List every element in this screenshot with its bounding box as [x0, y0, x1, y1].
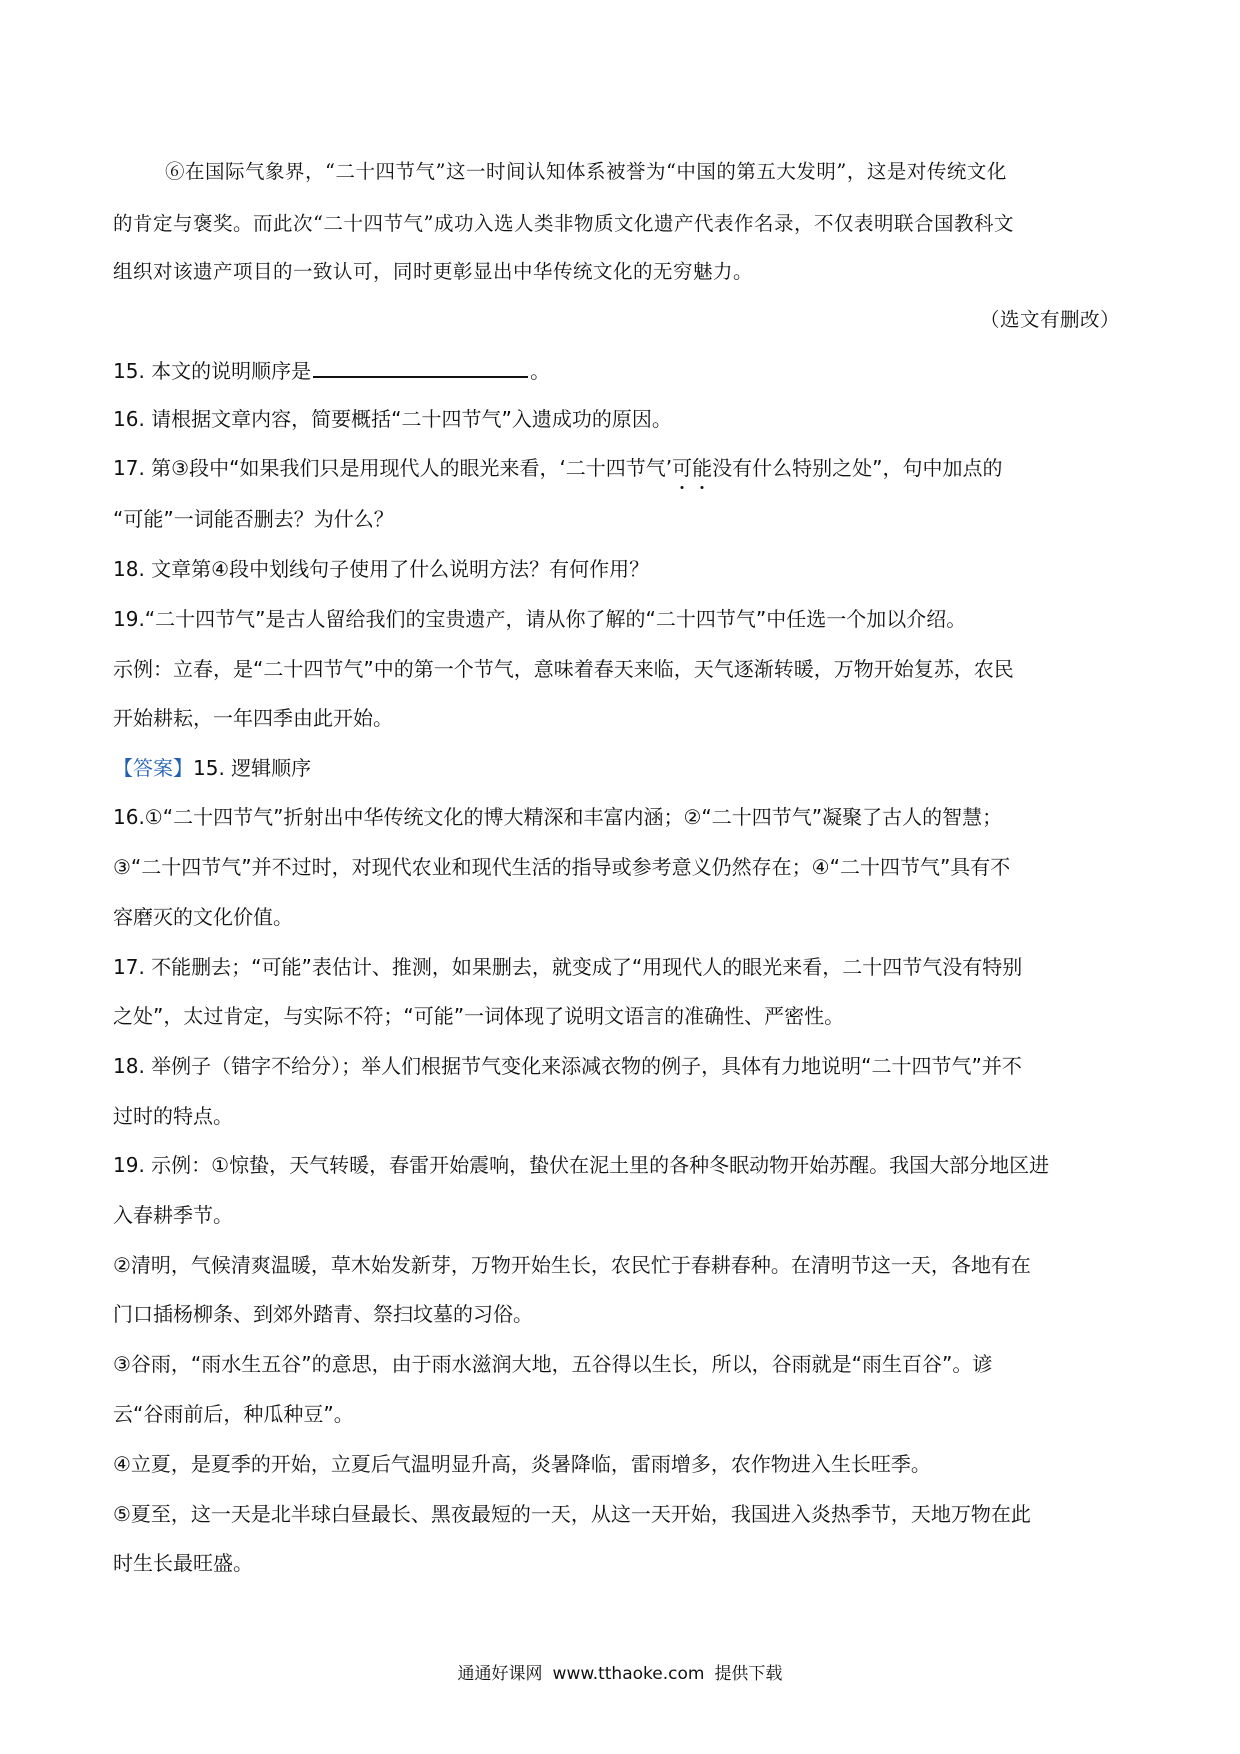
answer-17-line2: 之处”，太过肯定，与实际不符；“可能”一词体现了说明文语言的准确性、严密性。 [113, 1004, 845, 1028]
emphasis-dot-char: 可 [672, 456, 693, 480]
answer-15-text: 15. 逻辑顺序 [193, 756, 312, 780]
question-17-line2: “可能”一词能否删去？为什么？ [113, 507, 394, 531]
footer-download-text: 提供下载 [714, 1664, 783, 1684]
answer-16-line1: 16.①“二十四节气”折射出中华传统文化的博大精深和丰富内涵；②“二十四节气”凝聚了古人的智慧； [113, 805, 1003, 829]
question-17-text-after: 没有什么特别之处”，句中加点的 [712, 456, 1003, 480]
question-15 [113, 356, 1133, 385]
question-17-line1 [113, 454, 1133, 482]
footer-site-name: 通通好课网 [457, 1664, 543, 1684]
footer-url-link[interactable]: www.tthaoke.com [552, 1664, 705, 1684]
answer-17-line1: 17. 不能删去；“可能”表估计、推测，如果删去，就变成了“用现代人的眼光来看，二十四节气没有特别 [113, 955, 1023, 979]
source-note: （选文有删改） [979, 308, 1120, 331]
answer-19-guyu-line2: 云“谷雨前后，种瓜种豆”。 [113, 1402, 354, 1426]
question-16: 16. 请根据文章内容，简要概括“二十四节气”入遗成功的原因。 [113, 407, 672, 431]
answer-blank [313, 356, 528, 378]
answer-18-line2: 过时的特点。 [113, 1104, 233, 1128]
answer-19-xiazhi-line1: ⑤夏至，这一天是北半球白昼最长、黑夜最短的一天，从这一天开始，我国进入炎热季节，天地万物在此 [113, 1502, 1031, 1526]
answer-tag: 【答案】 [113, 756, 193, 780]
example-line1: 示例：立春，是“二十四节气”中的第一个节气，意味着春天来临，天气逐渐转暖，万物开始复苏，农民 [113, 657, 1014, 681]
emphasis-dot-char: 能 [692, 456, 713, 480]
answer-16-line3: 容磨灭的文化价值。 [113, 905, 293, 929]
page-footer [0, 1662, 1240, 1686]
passage-p6-line2: 的肯定与褒奖。而此次“二十四节气”成功入选人类非物质文化遗产代表作名录，不仅表明联合国教科文 [113, 212, 1014, 235]
answer-18-line1: 18. 举例子（错字不给分）；举人们根据节气变化来添减衣物的例子，具体有力地说明“二十四节气”并不 [113, 1054, 1022, 1078]
example-line2: 开始耕耘，一年四季由此开始。 [113, 706, 393, 730]
question-19: 19.“二十四节气”是古人留给我们的宝贵遗产，请从你了解的“二十四节气”中任选一个加以介绍。 [113, 607, 967, 631]
answer-19-qingming-line1: ②清明，气候清爽温暖，草木始发新芽，万物开始生长，农民忙于春耕春种。在清明节这一天，各地有在 [113, 1253, 1031, 1277]
passage-p6-line1: ⑥在国际气象界，“二十四节气”这一时间认知体系被誉为“中国的第五大发明”，这是对传统文化 [165, 160, 1007, 183]
question-15-suffix: 。 [530, 359, 551, 383]
passage-p6-line3: 组织对该遗产项目的一致认可，同时更彰显出中华传统文化的无穷魅力。 [113, 260, 754, 283]
answer-19-qingming-line2: 门口插杨柳条、到郊外踏青、祭扫坟墓的习俗。 [113, 1302, 533, 1326]
answer-19-line1: 19. 示例：①惊蛰，天气转暖，春雷开始震响，蛰伏在泥土里的各种冬眠动物开始苏醒。我国大部分地区进 [113, 1153, 1050, 1177]
question-18: 18. 文章第④段中划线句子使用了什么说明方法？有何作用？ [113, 557, 650, 581]
question-17-text-before: 17. 第③段中“如果我们只是用现代人的眼光来看，‘二十四节气’ [113, 456, 673, 480]
answer-15 [113, 754, 1133, 782]
question-15-prefix: 15. 本文的说明顺序是 [113, 359, 312, 383]
answer-16-line2: ③“二十四节气”并不过时，对现代农业和现代生活的指导或参考意义仍然存在；④“二十四节气”具有不 [113, 855, 1011, 879]
answer-19-xiazhi-line2: 时生长最旺盛。 [113, 1551, 253, 1575]
answer-19-lixia: ④立夏，是夏季的开始，立夏后气温明显升高，炎暑降临，雷雨增多，农作物进入生长旺季。 [113, 1452, 931, 1476]
answer-19-line2: 入春耕季节。 [113, 1203, 233, 1227]
answer-19-guyu-line1: ③谷雨，“雨水生五谷”的意思，由于雨水滋润大地，五谷得以生长，所以，谷雨就是“雨生百谷”。谚 [113, 1352, 993, 1376]
